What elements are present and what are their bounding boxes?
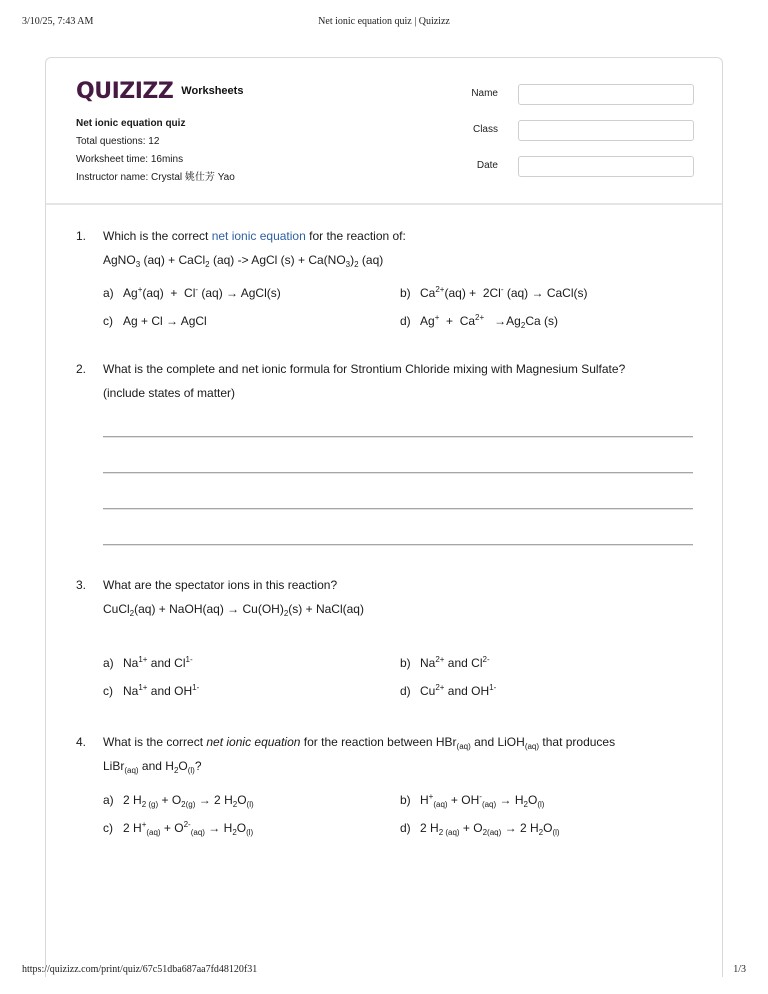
option-label: d) bbox=[400, 684, 411, 698]
class-row bbox=[466, 120, 694, 156]
option-text: $Na^{1+}$ and $OH^{1-}$ bbox=[123, 683, 200, 698]
option-text: 2 $H_{2 (aq)} + O_{2(aq)} \to 2$ $H_2O_{(l)}$ bbox=[420, 821, 560, 837]
question-number: 4. bbox=[76, 735, 87, 749]
prompt-line: What is the complete and net ionic formula for Strontium Chloride mixing with Magnesium Sulfate? bbox=[103, 362, 626, 376]
option-text: Ag+(aq) + Cl- (aq) → AgCl(s) bbox=[123, 285, 281, 300]
option-text: $Ca^{2+}(aq) + 2Cl^-$ (aq) → CaCl(s) bbox=[420, 285, 588, 300]
option-text: Ag + Cl → AgCl bbox=[123, 314, 207, 328]
quizizz-logo: QUIZIZZ bbox=[76, 79, 174, 104]
option-a[interactable] bbox=[103, 654, 193, 672]
option-text: $H^+_{(aq)} + OH^-_{(aq)} \to H_2O_{(l)}$ bbox=[420, 792, 545, 809]
reaction-equation: CuCl$_2$(aq) + NaOH(aq) → $Cu(OH)_2(s)$ + NaCl(aq) bbox=[103, 602, 364, 618]
option-a[interactable] bbox=[103, 284, 281, 302]
option-label: b) bbox=[400, 286, 411, 300]
student-info-form bbox=[466, 84, 694, 192]
prompt-line bbox=[103, 227, 703, 245]
option-label: a) bbox=[103, 286, 114, 300]
question-number: 1. bbox=[76, 229, 87, 243]
date-row bbox=[466, 156, 694, 192]
question-prompt bbox=[103, 733, 703, 775]
prompt-text: Which is the correct bbox=[103, 229, 212, 243]
option-d[interactable] bbox=[400, 819, 560, 837]
option-label: c) bbox=[103, 821, 113, 835]
option-d[interactable] bbox=[400, 312, 558, 330]
option-text: 2 $H_{2 (g)} + O_{2(g)} \to 2$ $H_2O_{(l)}$ bbox=[123, 793, 254, 809]
prompt-text: for the reaction of: bbox=[305, 229, 406, 243]
option-c[interactable] bbox=[103, 312, 207, 330]
option-label: c) bbox=[103, 684, 113, 698]
option-text: 2 $H^+_{(aq)} + O^{2-}_{(aq)} \to H_2O_{(l)}$ bbox=[123, 820, 254, 837]
class-label: Class bbox=[472, 124, 498, 135]
option-c[interactable] bbox=[103, 819, 253, 837]
option-a[interactable] bbox=[103, 791, 254, 809]
worksheet-title: Net ionic equation quiz bbox=[76, 118, 186, 129]
worksheet-meta bbox=[76, 115, 235, 187]
option-b[interactable] bbox=[400, 654, 490, 672]
prompt-line: LiBr$_{(aq)}$ and $H_2O_{(l)}$? bbox=[103, 759, 202, 775]
reaction-equation: AgNO$_3$ (aq) + CaCl$_2$ (aq) -> AgCl $(s) + Ca(NO_3)_2$ (aq) bbox=[103, 253, 384, 269]
worksheet bbox=[45, 57, 723, 977]
print-page-title: Net ionic equation quiz | Quizizz bbox=[318, 16, 450, 27]
option-label: c) bbox=[103, 314, 113, 328]
print-page-number: 1/3 bbox=[733, 964, 746, 975]
question-prompt bbox=[103, 227, 703, 269]
prompt-emphasis: net ionic equation bbox=[206, 735, 301, 749]
option-b[interactable] bbox=[400, 284, 588, 302]
prompt-text: What is the correct bbox=[103, 735, 207, 749]
option-c[interactable] bbox=[103, 682, 199, 700]
brand bbox=[76, 80, 243, 104]
option-text: $Na^{1+}$ and $Cl^{1-}$ bbox=[123, 655, 193, 670]
option-label: b) bbox=[400, 793, 411, 807]
prompt-line bbox=[103, 733, 703, 751]
option-label: d) bbox=[400, 821, 411, 835]
answer-line[interactable] bbox=[103, 508, 693, 510]
worksheet-header bbox=[46, 58, 722, 205]
class-field[interactable] bbox=[518, 120, 694, 141]
prompt-text: for the reaction between HBr$_{(aq)}$ and LiOH$_{(aq)}$ that produces bbox=[300, 735, 616, 751]
question-number: 3. bbox=[76, 578, 87, 592]
question-number: 2. bbox=[76, 362, 87, 376]
option-label: b) bbox=[400, 656, 411, 670]
answer-line[interactable] bbox=[103, 472, 693, 474]
worksheet-time: Worksheet time: 16mins bbox=[76, 154, 184, 165]
name-label: Name bbox=[471, 88, 498, 99]
total-questions: Total questions: 12 bbox=[76, 136, 160, 147]
question-prompt bbox=[103, 576, 703, 618]
option-label: a) bbox=[103, 656, 114, 670]
date-field[interactable] bbox=[518, 156, 694, 177]
option-b[interactable] bbox=[400, 791, 544, 809]
prompt-highlight: net ionic equation bbox=[211, 229, 306, 243]
option-text: $Na^{2+}$ and $Cl^{2-}$ bbox=[420, 655, 490, 670]
print-footer bbox=[0, 964, 768, 978]
name-row bbox=[466, 84, 694, 120]
prompt-line: (include states of matter) bbox=[103, 386, 236, 400]
option-text: $Cu^{2+}$ and $OH^{1-}$ bbox=[420, 683, 497, 698]
name-field[interactable] bbox=[518, 84, 694, 105]
question-prompt bbox=[103, 360, 703, 402]
print-url: https://quizizz.com/print/quiz/67c51dba687aa7fd48120f31 bbox=[22, 964, 258, 975]
answer-line[interactable] bbox=[103, 544, 693, 546]
option-text: $Ag^+ + Ca^{2+} \to Ag_2Ca$ (s) bbox=[420, 313, 558, 330]
option-d[interactable] bbox=[400, 682, 496, 700]
date-label: Date bbox=[476, 160, 498, 171]
answer-line[interactable] bbox=[103, 436, 693, 438]
print-datetime: 3/10/25, 7:43 AM bbox=[22, 16, 94, 27]
option-label: a) bbox=[103, 793, 114, 807]
brand-product: Worksheets bbox=[181, 85, 244, 97]
prompt-line: What are the spectator ions in this reaction? bbox=[103, 578, 338, 592]
option-label: d) bbox=[400, 314, 411, 328]
print-header bbox=[0, 16, 768, 30]
instructor-name: Instructor name: Crystal 姚仕芳 Yao bbox=[76, 172, 235, 183]
